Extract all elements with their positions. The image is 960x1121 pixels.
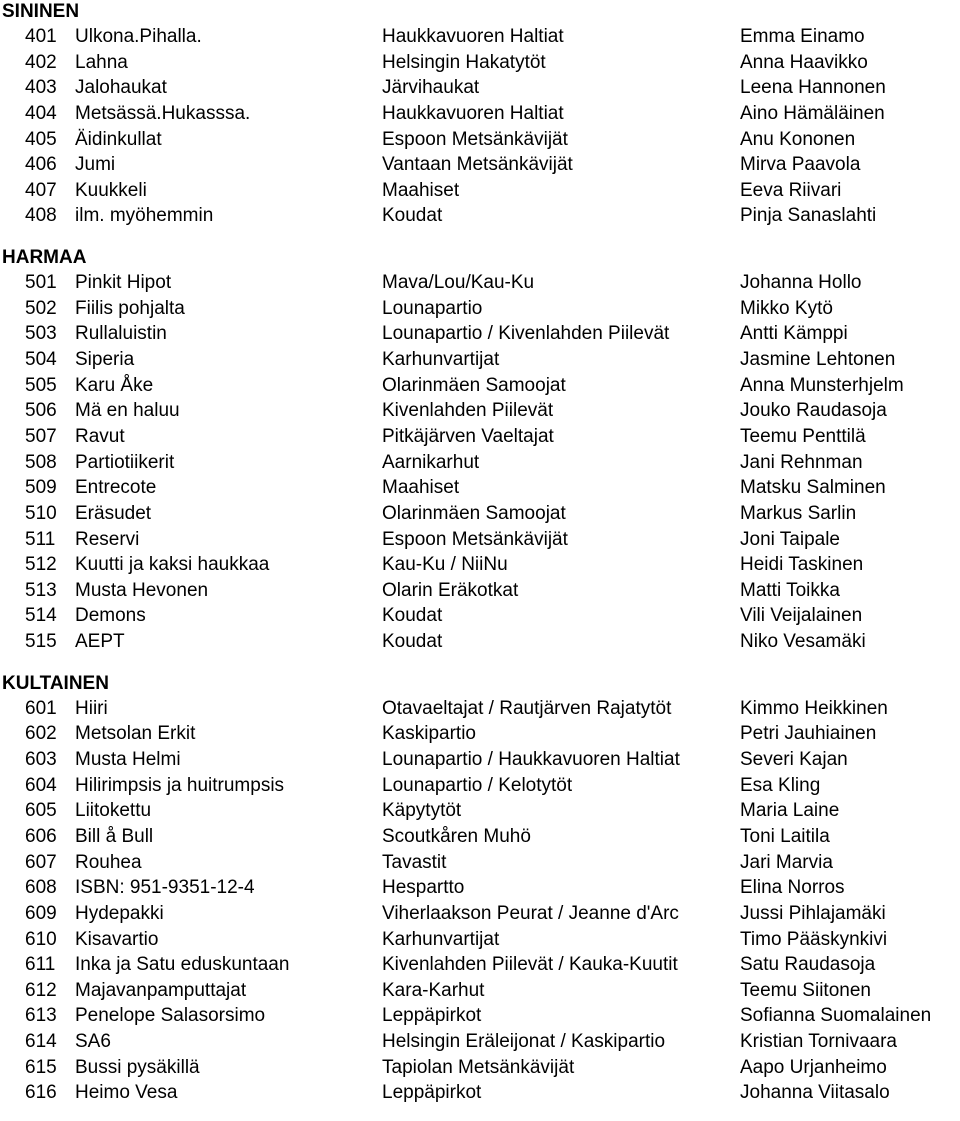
organization: Scoutkåren Muhö — [382, 825, 531, 847]
person-name: Eeva Riivari — [740, 179, 842, 201]
table-row — [2, 424, 960, 450]
organization: Lounapartio — [382, 297, 483, 319]
patrol-name: Eräsudet — [75, 502, 152, 524]
patrol-name: Jalohaukat — [75, 77, 167, 99]
person-name: Matti Toikka — [740, 579, 840, 601]
patrol-name: Kuutti ja kaksi haukkaa — [75, 554, 270, 576]
person-name: Antti Kämppi — [740, 323, 848, 345]
table-row — [2, 798, 960, 824]
section-harmaa — [2, 246, 960, 672]
person-name: Markus Sarlin — [740, 502, 857, 524]
patrol-name: Inka ja Satu eduskuntaan — [75, 954, 290, 976]
patrol-name: Majavanpamputtajat — [75, 979, 247, 1001]
patrol-name: Kisavartio — [75, 928, 159, 950]
person-name: Petri Jauhiainen — [740, 723, 877, 745]
row-number: 513 — [25, 579, 57, 601]
person-name: Aino Hämäläinen — [740, 102, 885, 124]
table-row — [2, 347, 960, 373]
organization: Kivenlahden Piilevät — [382, 400, 554, 422]
patrol-name: Ravut — [75, 425, 125, 447]
table-row — [2, 603, 960, 629]
person-name: Aapo Urjanheimo — [740, 1056, 887, 1078]
table-row — [2, 850, 960, 876]
patrol-name: Mä en haluu — [75, 400, 180, 422]
organization: Haukkavuoren Haltiat — [382, 26, 564, 47]
table-row — [2, 50, 960, 76]
row-number: 514 — [25, 605, 57, 627]
patrol-name: Rullaluistin — [75, 323, 167, 345]
table-row — [2, 578, 960, 604]
person-name: Kimmo Heikkinen — [740, 697, 888, 719]
patrol-name: Musta Hevonen — [75, 579, 209, 601]
row-number: 607 — [25, 851, 57, 873]
row-number: 507 — [25, 425, 57, 447]
row-number: 406 — [25, 154, 57, 176]
patrol-name: Reservi — [75, 528, 140, 550]
person-name: Teemu Penttilä — [740, 425, 866, 447]
table-row — [2, 373, 960, 399]
table-row — [2, 101, 960, 127]
table-row — [2, 203, 960, 229]
patrol-name: Kuukkeli — [75, 179, 147, 201]
organization: Kivenlahden Piilevät / Kauka-Kuutit — [382, 954, 678, 976]
table-row — [2, 1080, 960, 1106]
table-row — [2, 629, 960, 655]
person-name: Teemu Siitonen — [740, 979, 871, 1001]
person-name: Jouko Raudasoja — [740, 400, 887, 422]
person-name: Jasmine Lehtonen — [740, 349, 896, 371]
person-name: Timo Pääskynkivi — [740, 928, 888, 950]
section-spacer — [2, 229, 960, 246]
row-number: 402 — [25, 51, 57, 73]
table-row — [2, 24, 960, 50]
person-name: Niko Vesamäki — [740, 631, 866, 653]
patrol-name: Lahna — [75, 51, 128, 73]
table-row — [2, 527, 960, 553]
row-number: 407 — [25, 179, 57, 201]
row-number: 601 — [25, 697, 57, 719]
row-number: 606 — [25, 825, 57, 847]
patrol-name: Hiiri — [75, 697, 108, 719]
person-name: Jari Marvia — [740, 851, 833, 873]
patrol-name: Penelope Salasorsimo — [75, 1005, 266, 1027]
organization: Koudat — [382, 205, 443, 227]
row-number: 612 — [25, 979, 57, 1001]
patrol-name: AEPT — [75, 631, 125, 653]
table-row — [2, 721, 960, 747]
organization: Viherlaakson Peurat / Jeanne d'Arc — [382, 902, 679, 924]
section-title: HARMAA — [2, 247, 87, 269]
table-row — [2, 901, 960, 927]
patrol-name: Liitokettu — [75, 800, 152, 822]
row-number: 616 — [25, 1082, 57, 1104]
person-name: Vili Veijalainen — [740, 605, 863, 627]
row-number: 604 — [25, 774, 57, 796]
person-name: Toni Laitila — [740, 825, 830, 847]
patrol-name: Demons — [75, 605, 146, 627]
table-row — [2, 747, 960, 773]
row-number: 401 — [25, 26, 57, 47]
organization: Hespartto — [382, 877, 465, 899]
row-number: 509 — [25, 477, 57, 499]
person-name: Mirva Paavola — [740, 154, 861, 176]
organization: Aarnikarhut — [382, 451, 480, 473]
row-number: 405 — [25, 128, 57, 150]
row-number: 504 — [25, 349, 57, 371]
row-number: 512 — [25, 554, 57, 576]
section-spacer — [2, 655, 960, 672]
row-number: 510 — [25, 502, 57, 524]
patrol-name: Ulkona.Pihalla. — [75, 26, 202, 47]
person-name: Heidi Taskinen — [740, 554, 864, 576]
person-name: Mikko Kytö — [740, 297, 833, 319]
row-number: 603 — [25, 749, 57, 771]
table-row — [2, 773, 960, 799]
organization: Helsingin Eräleijonat / Kaskipartio — [382, 1031, 666, 1053]
row-number: 613 — [25, 1005, 57, 1027]
person-name: Maria Laine — [740, 800, 840, 822]
patrol-name: Fiilis pohjalta — [75, 297, 185, 319]
organization: Mava/Lou/Kau-Ku — [382, 272, 535, 294]
organization: Espoon Metsänkävijät — [382, 528, 568, 550]
row-number: 605 — [25, 800, 57, 822]
row-number: 515 — [25, 631, 57, 653]
row-number: 511 — [25, 528, 56, 550]
organization: Kau-Ku / NiiNu — [382, 554, 508, 576]
organization: Järvihaukat — [382, 77, 480, 99]
organization: Lounapartio / Kivenlahden Piilevät — [382, 323, 670, 345]
table-row — [2, 952, 960, 978]
table-row — [2, 1055, 960, 1081]
person-name: Johanna Hollo — [740, 272, 862, 294]
patrol-name: Siperia — [75, 349, 135, 371]
patrol-name: Pinkit Hipot — [75, 272, 172, 294]
organization: Maahiset — [382, 477, 460, 499]
patrol-name: Bill å Bull — [75, 825, 154, 847]
organization: Olarin Eräkotkat — [382, 579, 519, 601]
organization: Haukkavuoren Haltiat — [382, 102, 564, 124]
person-name: Johanna Viitasalo — [740, 1082, 890, 1104]
table-row — [2, 450, 960, 476]
row-number: 508 — [25, 451, 57, 473]
section-sininen — [2, 0, 960, 246]
patrol-name: Hilirimpsis ja huitrumpsis — [75, 774, 285, 796]
organization: Otavaeltajat / Rautjärven Rajatytöt — [382, 697, 672, 719]
row-number: 609 — [25, 902, 57, 924]
organization: Leppäpirkot — [382, 1005, 482, 1027]
person-name: Matsku Salminen — [740, 477, 886, 499]
row-number: 611 — [25, 954, 56, 976]
row-number: 506 — [25, 400, 57, 422]
person-name: Kristian Tornivaara — [740, 1031, 898, 1053]
row-number: 403 — [25, 77, 57, 99]
organization: Koudat — [382, 631, 443, 653]
table-row — [2, 1003, 960, 1029]
section-title: KULTAINEN — [2, 672, 109, 694]
patrol-name: Hydepakki — [75, 902, 164, 924]
row-number: 502 — [25, 297, 57, 319]
row-number: 408 — [25, 205, 57, 227]
person-name: Anna Haavikko — [740, 51, 868, 73]
person-name: Pinja Sanaslahti — [740, 205, 877, 227]
patrol-name: Musta Helmi — [75, 749, 181, 771]
row-number: 615 — [25, 1056, 57, 1078]
table-row — [2, 296, 960, 322]
table-row — [2, 696, 960, 722]
organization: Lounapartio / Kelotytöt — [382, 774, 573, 796]
person-name: Severi Kajan — [740, 749, 848, 771]
patrol-name: Äidinkullat — [75, 128, 162, 150]
organization: Käpytytöt — [382, 800, 462, 822]
organization: Kara-Karhut — [382, 979, 485, 1001]
table-row — [2, 178, 960, 204]
table-row — [2, 270, 960, 296]
organization: Kaskipartio — [382, 723, 476, 745]
organization: Olarinmäen Samoojat — [382, 502, 566, 524]
patrol-name: Metsolan Erkit — [75, 723, 196, 745]
row-number: 602 — [25, 723, 57, 745]
organization: Olarinmäen Samoojat — [382, 374, 566, 396]
patrol-name: Bussi pysäkillä — [75, 1056, 200, 1078]
row-number: 610 — [25, 928, 57, 950]
organization: Karhunvartijat — [382, 928, 500, 950]
person-name: Anu Kononen — [740, 128, 856, 150]
patrol-name: Partiotiikerit — [75, 451, 175, 473]
table-row — [2, 127, 960, 153]
table-row — [2, 321, 960, 347]
table-row — [2, 398, 960, 424]
patrol-name: Heimo Vesa — [75, 1082, 178, 1104]
row-number: 404 — [25, 102, 57, 124]
person-name: Elina Norros — [740, 877, 845, 899]
row-number: 505 — [25, 374, 57, 396]
patrol-name: ilm. myöhemmin — [75, 205, 214, 227]
person-name: Joni Taipale — [740, 528, 841, 550]
patrol-name: SA6 — [75, 1031, 111, 1053]
person-name: Sofianna Suomalainen — [740, 1005, 932, 1027]
table-row — [2, 152, 960, 178]
table-row — [2, 501, 960, 527]
organization: Maahiset — [382, 179, 460, 201]
section-kultainen — [2, 672, 960, 1106]
patrol-name: Jumi — [75, 154, 116, 176]
person-name: Esa Kling — [740, 774, 821, 796]
table-row — [2, 75, 960, 101]
table-row — [2, 824, 960, 850]
table-row — [2, 552, 960, 578]
person-name: Leena Hannonen — [740, 77, 886, 99]
row-number: 614 — [25, 1031, 57, 1053]
organization: Helsingin Hakatytöt — [382, 51, 546, 73]
row-number: 608 — [25, 877, 57, 899]
row-number: 503 — [25, 323, 57, 345]
organization: Karhunvartijat — [382, 349, 500, 371]
patrol-name: Rouhea — [75, 851, 142, 873]
patrol-name: Metsässä.Hukasssa. — [75, 102, 251, 124]
table-row — [2, 978, 960, 1004]
patrol-name: Entrecote — [75, 477, 157, 499]
organization: Espoon Metsänkävijät — [382, 128, 568, 150]
organization: Koudat — [382, 605, 443, 627]
person-name: Satu Raudasoja — [740, 954, 876, 976]
person-name: Jani Rehnman — [740, 451, 863, 473]
table-row — [2, 927, 960, 953]
patrol-name: ISBN: 951-9351-12-4 — [75, 877, 255, 899]
table-row — [2, 475, 960, 501]
table-row — [2, 875, 960, 901]
row-number: 501 — [25, 272, 57, 294]
organization: Pitkäjärven Vaeltajat — [382, 425, 554, 447]
organization: Lounapartio / Haukkavuoren Haltiat — [382, 749, 680, 771]
person-name: Anna Munsterhjelm — [740, 374, 904, 396]
organization: Tapiolan Metsänkävijät — [382, 1056, 575, 1078]
person-name: Jussi Pihlajamäki — [740, 902, 886, 924]
table-row — [2, 1029, 960, 1055]
organization: Tavastit — [382, 851, 447, 873]
patrol-name: Karu Åke — [75, 374, 154, 396]
organization: Vantaan Metsänkävijät — [382, 154, 573, 176]
section-title: SININEN — [2, 1, 80, 22]
person-name: Emma Einamo — [740, 26, 865, 47]
organization: Leppäpirkot — [382, 1082, 482, 1104]
